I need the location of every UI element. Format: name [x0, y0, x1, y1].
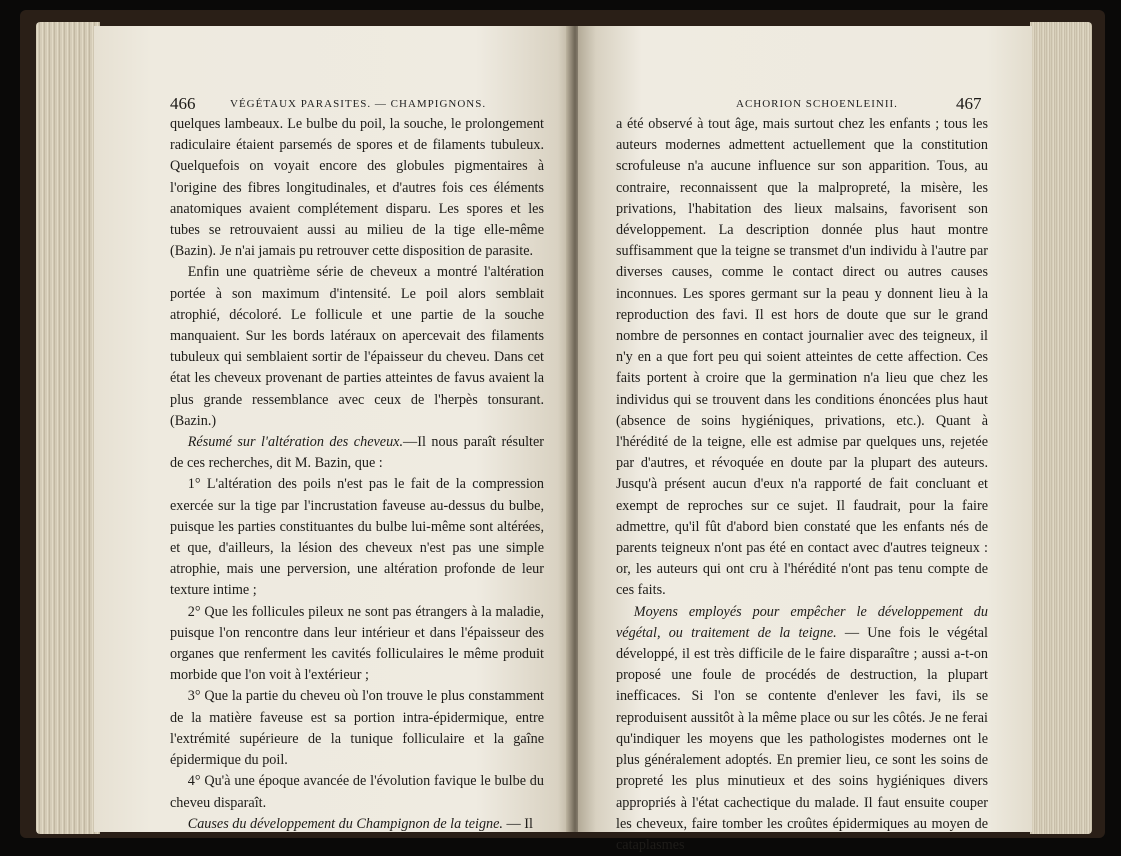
- paragraph: quelques lambeaux. Le bulbe du poil, la souche, le prolongement radiculaire étaient parsemés de spores et de filaments tubuleux. Quelquefois on voyait encore des globules pigmentaires à l'origine des fibres longitudinales, et d'autres fois ces éléments anatomiques avaient complétement disparu. Les spores et les tubes se retrouvaient aussi au milieu de la tige elle-même (Bazin). Je n'ai jamais pu retrouver cette disposition de parasite.: [170, 116, 544, 260]
- paragraph: 2° Que les follicules pileux ne sont pas étrangers à la maladie, puisque l'on rencontre dans leur intérieur et dans l'épaisseur des organes que renferment les cavités folliculaires le même produit morbide que l'on voit à l'extérieur ;: [170, 603, 544, 684]
- right-page: [578, 26, 1032, 853]
- paragraph: Causes du développement du Champignon de la teigne. — Il: [187, 815, 533, 832]
- body-text: [616, 114, 988, 856]
- section-heading: Résumé sur l'altération des cheveux.: [187, 434, 404, 451]
- running-head: VÉGÉTAUX PARASITES. — CHAMPIGNONS.: [230, 98, 487, 110]
- page-edges-right: [1030, 22, 1092, 834]
- paragraph: 1° L'altération des poils n'est pas le fait de la compression exercée sur la tige par l'incrustation faveuse au-dessus du bulbe, puisque les parties constituantes du bulbe lui-même sont altérées, et que, d'ailleurs, la lésion des cheveux n'est pas une simple atrophie, mais une perversion, une altération profonde de leur texture intime ;: [170, 476, 544, 599]
- left-page: [94, 26, 572, 832]
- paragraph: Enfin une quatrième série de cheveux a montré l'altération portée à son maximum d'intensité. Le poil alors semblait atrophié, décoloré. Le follicule et une partie de la souche manquaient. Sur les bords latéraux on apercevait des filaments tubuleux qui semblaient sortir de l'épaisseur du cheveu. Dans cet état les cheveux provenant de parties atteintes de favus avaient la plus grande ressemblance avec ceux de l'herpès tonsurant. (Bazin.): [170, 264, 544, 429]
- paragraph: a été observé à tout âge, mais surtout chez les enfants ; tous les auteurs modernes admettent actuellement que la constitution scrofuleuse n'a aucune influence sur son apparition. Tous, au contraire, reconnaissent que la malpropreté, la misère, les privations, l'habitation des lieux malsains, favorisent son développement. La description donnée plus haut montre suffisamment que la teigne se transmet d'un individu à l'autre par diverses causes, comme le contact direct ou autres causes inconnues. Les spores germant sur la peau y donnent lieu à la reproduction des favi. Il est hors de doute que sur le grand nombre de personnes en contact journalier avec des teigneux, il n'y en a que fort peu qui soient atteintes de cette affection. Ces faits portent à croire que la germination n'a lieu que chez les individus qui se trouvent dans les conditions énoncées plus haut (absence de soins hygiéniques, privations, etc.). Quant à l'hérédité de la teigne, elle est admise par quelques uns, rejetée par d'autres, et révoquée en doute par la plupart des auteurs. Jusqu'à présent aucun d'eux n'a rapporté de fait concluant et exempt de reproches sur ce sujet. Il faudrait, pour la faire admettre, qu'il fût d'abord bien constaté que les enfants nés de parents teigneux n'ont pas été en contact avec d'autres teigneux : or, les auteurs qui ont cru à l'hérédité n'ont pas tenu compte de ces faits.: [616, 116, 988, 599]
- paragraph: 3° Que la partie du cheveu où l'on trouve le plus constamment de la matière faveuse est sa portion intra-épidermique, entre l'extrémité supérieure de la tunique folliculaire et la gaîne épidermique du poil.: [170, 688, 544, 769]
- paragraph: 4° Qu'à une époque avancée de l'évolution favique le bulbe du cheveu disparaît.: [170, 773, 544, 811]
- page-edges-left: [36, 22, 100, 834]
- page-number: 466: [170, 94, 196, 113]
- section-heading: Causes du développement du Champignon de la teigne.: [187, 815, 503, 832]
- body-text: [170, 114, 544, 835]
- paragraph: Moyens employés pour empêcher le développement du végétal, ou traitement de la teigne. — Une fois le végétal développé, il est très difficile de le faire disparaître ; aussi a-t-on proposé une foule de procédés de destruction, la plupart inefficaces. Si l'on se contente d'enlever les favi, ils se reproduisent aussitôt à la même place ou sur les côtés. Je ne ferai qu'indiquer les moyens que les pathologistes modernes ont le plus généralement adoptés. En premier lieu, ce sont les soins de propreté les plus minutieux et des soins hygiéniques divers appropriés à l'état cachectique du malade. Il faut ensuite couper les cheveux, faire tomber les croûtes épidermiques au moyen de cataplasmes: [616, 603, 988, 853]
- paragraph: Résumé sur l'altération des cheveux.—Il nous paraît résulter de ces recherches, dit M. Bazin, que :: [170, 434, 544, 472]
- running-head: ACHORION SCHOENLEINII.: [736, 98, 898, 110]
- page-number: 467: [956, 94, 982, 113]
- section-heading: Moyens employés pour empêcher le développement du végétal, ou traitement de la teigne.: [616, 603, 988, 641]
